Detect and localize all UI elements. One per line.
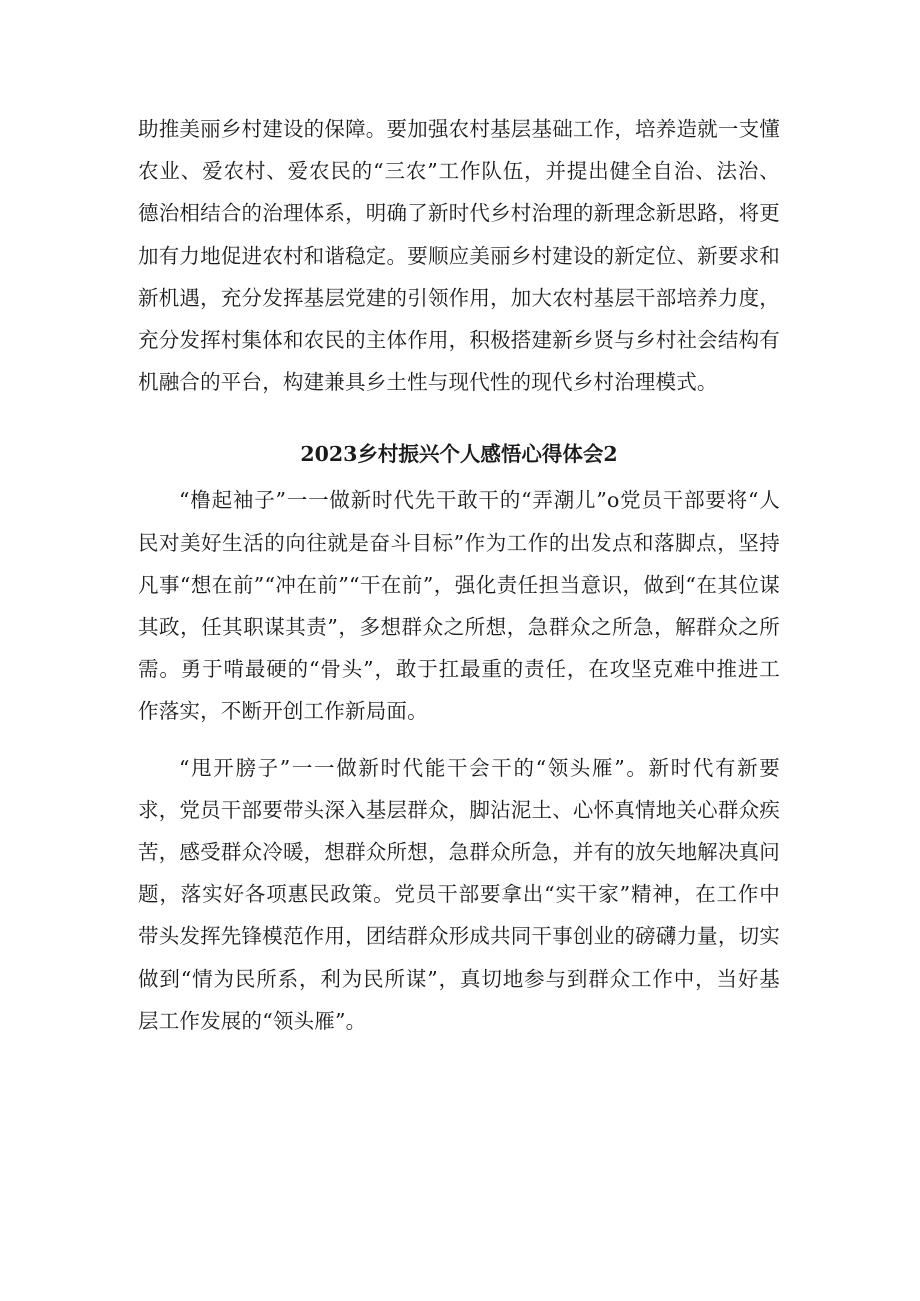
paragraph-continued: 助推美丽乡村建设的保障。要加强农村基层基础工作，培养造就一支懂农业、爱农村、爱农民的“三农”工作队伍，并提出健全自治、法治、德治相结合的治理体系，明确了新时代乡村治理的新理念新思路，将更加有力地促进农村和谐稳定。要顺应美丽乡村建设的新定位、新要求和新机遇，充分发挥基层党建的引领作用，加大农村基层干部培养力度，充分发挥村集体和农民的主体作用，积极搭建新乡贤与乡村社会结构有机融合的平台，构建兼具乡土性与现代性的现代乡村治理模式。	[138, 117, 780, 395]
paragraph-rolling-up-sleeves: “橹起袖子”一一做新时代先干敢干的“弄潮儿”o党员干部要将“人民对美好生活的向往就是奋斗目标”作为工作的出发点和落脚点，坚持凡事“想在前”“冲在前”“干在前”，强化责任担当意识，做到“在其位谋其政，任其职谋其责”，多想群众之所想，急群众之所急，解群众之所需。勇于啃最硬的“骨头”，敢于扛最重的责任，在攻坚克难中推进工作落实，不断开创工作新局面。	[138, 488, 780, 724]
section-title: 2023乡村振兴个人感悟心得体会2	[300, 442, 618, 467]
paragraph-swinging-arms: “甩开膀子”一一做新时代能干会干的“领头雁”。新时代有新要求，党员干部要带头深入基层群众，脚沾泥土、心怀真情地关心群众疾苦，感受群众冷暖，想群众所想，急群众所急，并有的放矢地解决真问题，落实好各项惠民政策。党员干部要拿出“实干家”精神，在工作中带头发挥先锋模范作用，团结群众形成共同干事创业的磅礴力量，切实做到“情为民所系，利为民所谋”，真切地参与到群众工作中，当好基层工作发展的“领头雁”。	[138, 755, 780, 1033]
document-page	[138, 108, 780, 1042]
